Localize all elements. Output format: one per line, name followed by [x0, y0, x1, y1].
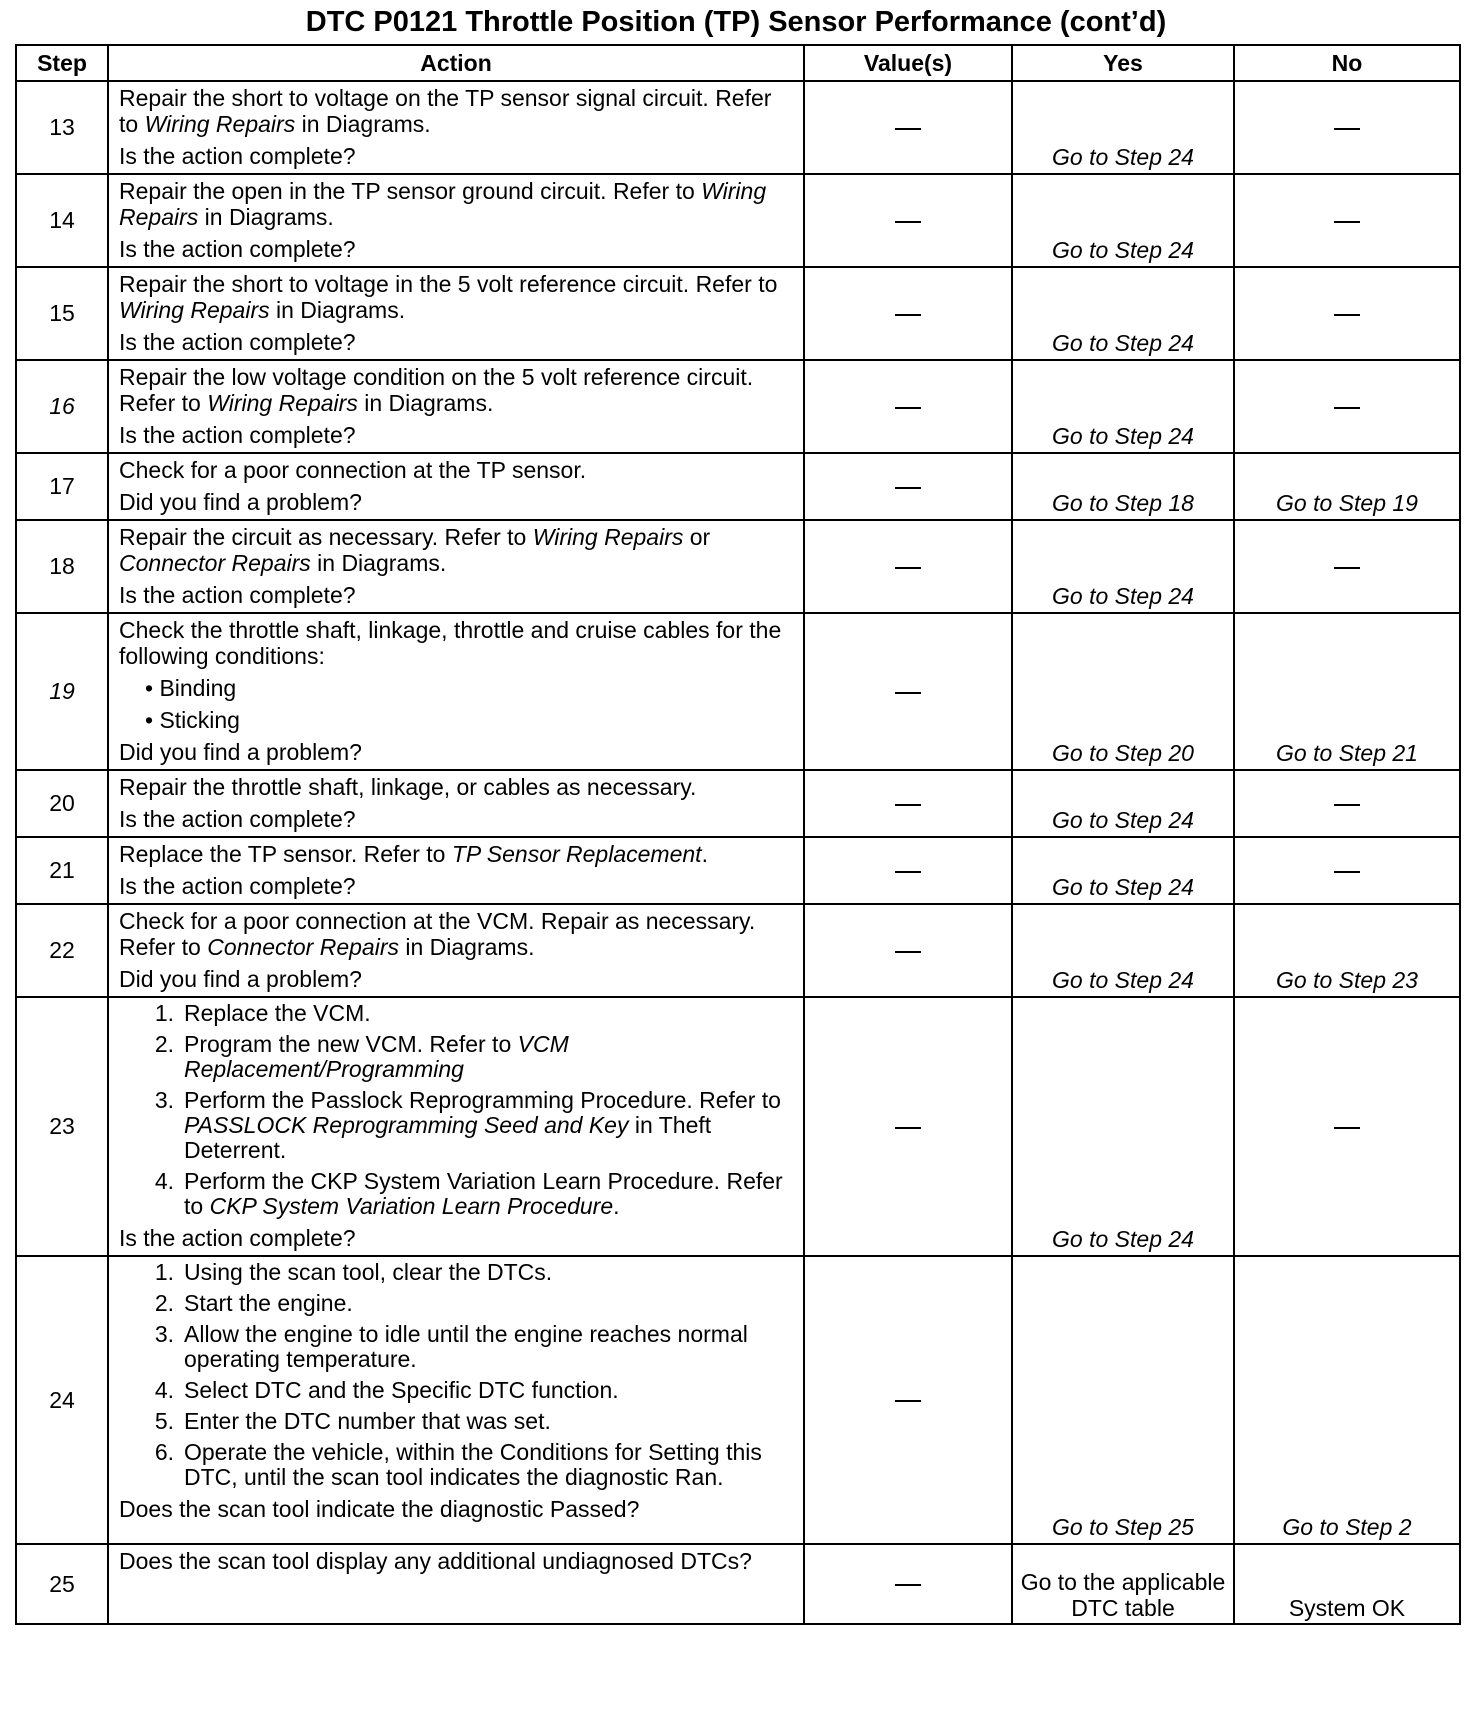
- action-cell: [108, 174, 804, 267]
- action-paragraph: [119, 364, 793, 416]
- dash: [895, 407, 921, 409]
- action-cell: [108, 453, 804, 520]
- action-text: Check for a poor connection at the TP sensor.: [119, 457, 587, 483]
- reference-link-text: Connector Repairs: [119, 550, 311, 576]
- action-text: Start the engine.: [184, 1290, 353, 1316]
- action-cell: [108, 613, 804, 770]
- action-text: Repair the circuit as necessary. Refer to: [119, 524, 533, 550]
- header-values: Value(s): [804, 45, 1012, 81]
- item-number: 3.: [154, 1321, 174, 1347]
- dash: [1334, 314, 1360, 316]
- numbered-item: [119, 1032, 793, 1082]
- action-content: [109, 838, 803, 903]
- dash: [895, 1127, 921, 1129]
- table-row: [16, 453, 1460, 520]
- no-result: [1234, 81, 1460, 174]
- step-number: 19: [16, 613, 108, 770]
- step-number: 14: [16, 174, 108, 267]
- yes-result: Go to Step 24: [1012, 904, 1234, 997]
- item-text: [184, 1378, 793, 1403]
- action-text: Check the throttle shaft, linkage, throttle and cruise cables for the following conditions:: [119, 617, 782, 669]
- values-cell: [804, 174, 1012, 267]
- header-yes: Yes: [1012, 45, 1234, 81]
- action-paragraph: [119, 271, 793, 323]
- table-row: [16, 613, 1460, 770]
- action-text: Check for a poor connection at the VCM. Repair as necessary. Refer to: [119, 908, 756, 960]
- values-cell: [804, 904, 1012, 997]
- values-cell: [804, 997, 1012, 1256]
- action-text: in Diagrams.: [198, 204, 334, 230]
- action-text: .: [613, 1193, 620, 1219]
- reference-link-text: VCM Replacement/Programming: [184, 1031, 569, 1082]
- action-text: Repair the short to voltage on the TP sensor signal circuit. Refer to: [119, 85, 772, 137]
- action-paragraph: [119, 617, 793, 669]
- dash: [895, 567, 921, 569]
- bullet-item: [119, 675, 793, 701]
- item-text: [184, 1001, 793, 1026]
- numbered-item: [119, 1378, 793, 1403]
- item-text: [184, 1322, 793, 1372]
- action-text: Perform the CKP System Variation Learn Procedure. Refer to: [184, 1168, 783, 1219]
- action-content: [109, 1545, 803, 1578]
- action-content: [109, 521, 803, 612]
- action-cell: [108, 267, 804, 360]
- action-question: Is the action complete?: [119, 143, 356, 169]
- dash: [1334, 567, 1360, 569]
- header-action: Action: [108, 45, 804, 81]
- page-title: DTC P0121 Throttle Position (TP) Sensor Performance (cont’d): [305, 6, 1167, 38]
- numbered-item: [119, 1440, 793, 1490]
- table-row: [16, 1544, 1460, 1624]
- item-number: 4.: [154, 1168, 174, 1194]
- step-number: 15: [16, 267, 108, 360]
- action-text: Repair the low voltage condition on the 5 volt reference circuit. Refer to: [119, 364, 754, 416]
- no-result: Go to Step 19: [1234, 453, 1460, 520]
- action-cell: [108, 837, 804, 904]
- action-question: Is the action complete?: [119, 806, 356, 832]
- values-cell: [804, 520, 1012, 613]
- action-question: Does the scan tool indicate the diagnostic Passed?: [119, 1496, 640, 1522]
- yes-result: Go to Step 20: [1012, 613, 1234, 770]
- table-row: [16, 174, 1460, 267]
- action-content: [109, 361, 803, 452]
- action-question: Did you find a problem?: [119, 966, 362, 992]
- values-cell: [804, 360, 1012, 453]
- action-cell: [108, 997, 804, 1256]
- action-content: [109, 614, 803, 769]
- item-number: 2.: [154, 1290, 174, 1316]
- action-question: Is the action complete?: [119, 422, 356, 448]
- action-text: in Theft Deterrent.: [184, 1112, 712, 1163]
- numbered-item: [119, 1088, 793, 1163]
- item-text: [184, 1088, 793, 1163]
- no-result: Go to Step 23: [1234, 904, 1460, 997]
- yes-result: Go to Step 24: [1012, 770, 1234, 837]
- action-paragraph: [119, 85, 793, 137]
- dash: [895, 221, 921, 223]
- numbered-item: [119, 1322, 793, 1372]
- reference-link-text: Wiring Repairs: [532, 524, 684, 550]
- action-question: Is the action complete?: [119, 236, 356, 262]
- action-cell: [108, 770, 804, 837]
- numbered-item: [119, 1169, 793, 1219]
- action-question: Is the action complete?: [119, 329, 356, 355]
- reference-link-text: CKP System Variation Learn Procedure: [209, 1193, 614, 1219]
- values-cell: [804, 81, 1012, 174]
- numbered-item: [119, 1001, 793, 1026]
- numbered-item: [119, 1260, 793, 1285]
- yes-result: Go to Step 18: [1012, 453, 1234, 520]
- action-text: in Diagrams.: [310, 550, 447, 576]
- item-text: [184, 1409, 793, 1434]
- reference-link-text: PASSLOCK Reprogramming Seed and Key: [184, 1112, 629, 1138]
- no-result: [1234, 520, 1460, 613]
- dash: [895, 951, 921, 953]
- item-text: [184, 1169, 793, 1219]
- action-paragraph: [119, 841, 793, 867]
- no-result: [1234, 267, 1460, 360]
- action-cell: [108, 520, 804, 613]
- no-result: [1234, 837, 1460, 904]
- step-number: 24: [16, 1256, 108, 1544]
- step-number: 23: [16, 997, 108, 1256]
- dash: [1334, 221, 1360, 223]
- action-text: Repair the throttle shaft, linkage, or cables as necessary.: [119, 774, 697, 800]
- step-number: 18: [16, 520, 108, 613]
- values-cell: [804, 453, 1012, 520]
- action-content: [109, 175, 803, 266]
- values-cell: [804, 1544, 1012, 1624]
- action-content: [109, 905, 803, 996]
- action-text: in Diagrams.: [269, 297, 406, 323]
- action-text: Replace the VCM.: [184, 1000, 371, 1026]
- numbered-item: [119, 1409, 793, 1434]
- reference-link-text: Connector Repairs: [207, 934, 399, 960]
- step-number: 20: [16, 770, 108, 837]
- action-paragraph: [119, 524, 793, 576]
- yes-result: Go to Step 24: [1012, 837, 1234, 904]
- reference-link-text: Wiring Repairs: [207, 390, 358, 416]
- item-text: [184, 1291, 793, 1316]
- bullet-item: [119, 707, 793, 733]
- action-content: [109, 82, 803, 173]
- action-text: Repair the open in the TP sensor ground circuit. Refer to: [119, 178, 702, 204]
- table-row: [16, 837, 1460, 904]
- reference-link-text: Wiring Repairs: [119, 297, 270, 323]
- action-content: [109, 1257, 803, 1526]
- action-text: Operate the vehicle, within the Conditions for Setting this DTC, until the scan tool indicates the diagnostic Ran.: [184, 1439, 762, 1490]
- item-text: [184, 1260, 793, 1285]
- yes-result: Go to Step 24: [1012, 997, 1234, 1256]
- bullet-text: • Binding: [145, 675, 237, 701]
- values-cell: [804, 1256, 1012, 1544]
- item-text: [184, 1032, 793, 1082]
- bullet-text: • Sticking: [145, 707, 240, 733]
- dash: [1334, 407, 1360, 409]
- dash: [1334, 804, 1360, 806]
- action-text: Using the scan tool, clear the DTCs.: [184, 1259, 553, 1285]
- no-result: System OK: [1234, 1544, 1460, 1624]
- action-paragraph: [119, 457, 793, 483]
- yes-result: Go to Step 24: [1012, 520, 1234, 613]
- item-number: 2.: [154, 1031, 174, 1057]
- no-result: Go to Step 2: [1234, 1256, 1460, 1544]
- dash: [895, 1400, 921, 1402]
- action-cell: [108, 81, 804, 174]
- numbered-item: [119, 1291, 793, 1316]
- dash: [895, 314, 921, 316]
- dash: [895, 804, 921, 806]
- action-cell: [108, 1544, 804, 1624]
- item-text: [184, 1440, 793, 1490]
- action-question: Did you find a problem?: [119, 489, 362, 515]
- yes-result: Go to Step 24: [1012, 360, 1234, 453]
- action-paragraph: [119, 774, 793, 800]
- action-question: Is the action complete?: [119, 873, 356, 899]
- action-text: Enter the DTC number that was set.: [184, 1408, 551, 1434]
- action-text: in Diagrams.: [357, 390, 494, 416]
- action-content: [109, 454, 803, 519]
- yes-result: Go to Step 24: [1012, 174, 1234, 267]
- action-text: Replace the TP sensor. Refer to: [119, 841, 452, 867]
- table-row: [16, 267, 1460, 360]
- table-row: [16, 520, 1460, 613]
- step-number: 13: [16, 81, 108, 174]
- no-result: [1234, 997, 1460, 1256]
- action-text: or: [683, 524, 711, 550]
- action-content: [109, 268, 803, 359]
- values-cell: [804, 613, 1012, 770]
- step-number: 25: [16, 1544, 108, 1624]
- item-number: 6.: [154, 1439, 174, 1465]
- table-row: [16, 904, 1460, 997]
- action-question: Is the action complete?: [119, 1225, 356, 1251]
- no-result: [1234, 174, 1460, 267]
- item-number: 4.: [154, 1377, 174, 1403]
- dash: [1334, 128, 1360, 130]
- action-text: Allow the engine to idle until the engine reaches normal operating temperature.: [184, 1321, 748, 1372]
- values-cell: [804, 770, 1012, 837]
- dash: [895, 128, 921, 130]
- action-text: in Diagrams.: [295, 111, 431, 137]
- yes-result: Go to Step 25: [1012, 1256, 1234, 1544]
- table-row: [16, 1256, 1460, 1544]
- dash: [895, 692, 921, 694]
- action-text: Does the scan tool display any additional undiagnosed DTCs?: [119, 1548, 752, 1574]
- action-question: Did you find a problem?: [119, 739, 362, 765]
- step-number: 16: [16, 360, 108, 453]
- action-question: Is the action complete?: [119, 582, 356, 608]
- header-row: [16, 45, 1460, 81]
- action-content: [109, 998, 803, 1255]
- reference-link-text: Wiring Repairs: [119, 178, 767, 230]
- action-text: Perform the Passlock Reprogramming Procedure. Refer to: [184, 1087, 781, 1113]
- yes-result: Go to Step 24: [1012, 267, 1234, 360]
- dash: [1334, 871, 1360, 873]
- step-number: 17: [16, 453, 108, 520]
- action-cell: [108, 360, 804, 453]
- action-cell: [108, 1256, 804, 1544]
- diagnostic-table: [15, 44, 1461, 1625]
- table-row: [16, 770, 1460, 837]
- action-text: Repair the short to voltage in the 5 volt reference circuit. Refer to: [119, 271, 778, 297]
- action-text: Select DTC and the Specific DTC function.: [184, 1377, 619, 1403]
- step-number: 21: [16, 837, 108, 904]
- dash: [895, 871, 921, 873]
- no-result: Go to Step 21: [1234, 613, 1460, 770]
- reference-link-text: TP Sensor Replacement: [451, 841, 702, 867]
- dash: [1334, 1127, 1360, 1129]
- action-cell: [108, 904, 804, 997]
- step-number: 22: [16, 904, 108, 997]
- table-row: [16, 81, 1460, 174]
- action-text: Program the new VCM. Refer to: [184, 1031, 518, 1057]
- yes-result: Go to Step 24: [1012, 81, 1234, 174]
- no-result: [1234, 770, 1460, 837]
- action-paragraph: [119, 178, 793, 230]
- item-number: 1.: [154, 1000, 174, 1026]
- dash: [895, 1584, 921, 1586]
- action-text: in Diagrams.: [398, 934, 535, 960]
- header-no: No: [1234, 45, 1460, 81]
- item-number: 3.: [154, 1087, 174, 1113]
- table-row: [16, 360, 1460, 453]
- reference-link-text: Wiring Repairs: [144, 111, 296, 137]
- no-result: [1234, 360, 1460, 453]
- item-number: 1.: [154, 1259, 174, 1285]
- action-content: [109, 771, 803, 836]
- action-text: .: [701, 841, 708, 867]
- header-step: Step: [16, 45, 108, 81]
- table-row: [16, 997, 1460, 1256]
- values-cell: [804, 267, 1012, 360]
- action-paragraph: [119, 1548, 793, 1574]
- action-paragraph: [119, 908, 793, 960]
- dash: [895, 487, 921, 489]
- values-cell: [804, 837, 1012, 904]
- yes-result: Go to the applicable DTC table: [1012, 1544, 1234, 1624]
- item-number: 5.: [154, 1408, 174, 1434]
